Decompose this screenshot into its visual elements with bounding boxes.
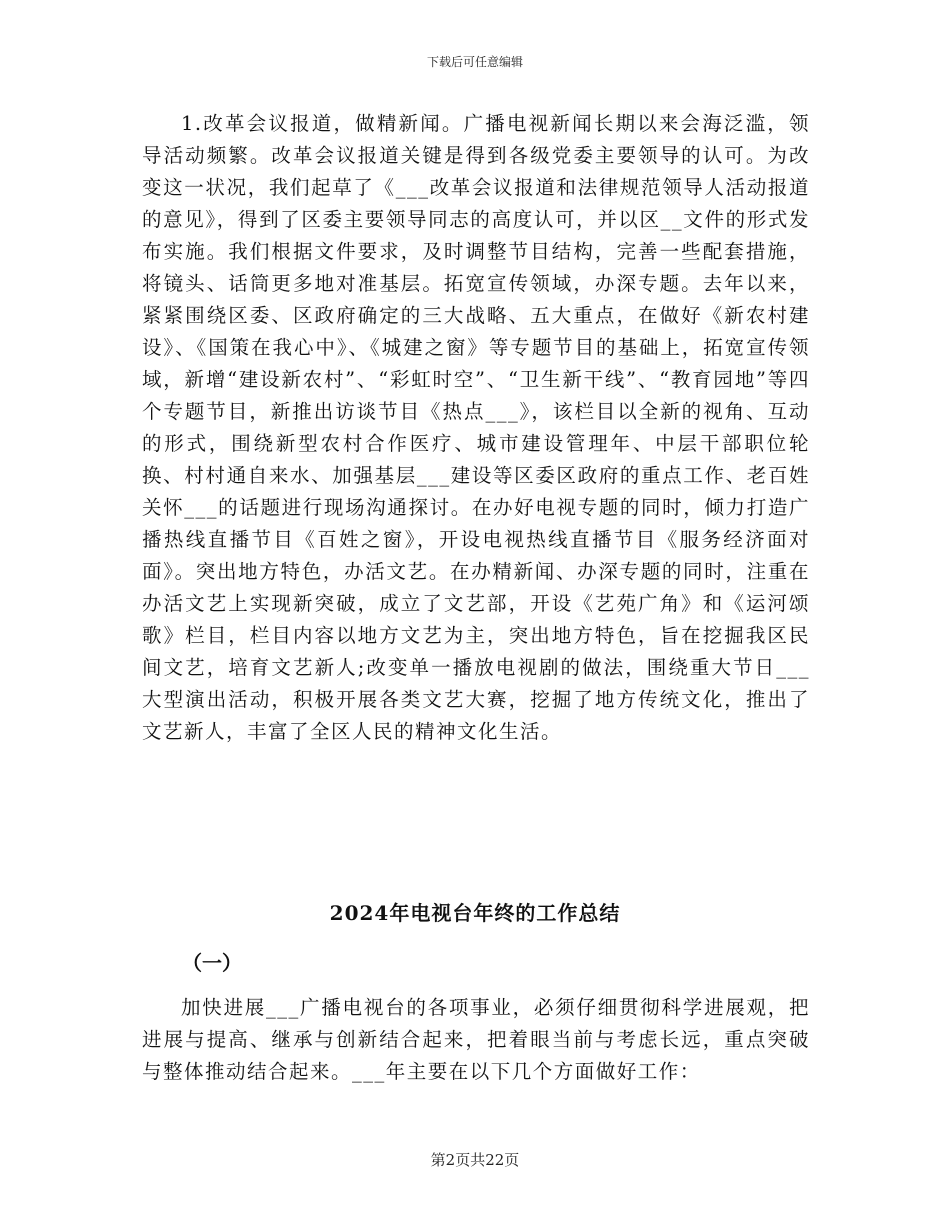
body-paragraph-2: 加快进展___广播电视台的各项事业，必须仔细贯彻科学进展观，把进展与提高、继承与创新结合起来，把着眼当前与考虑长远，重点突破与整体推动结合起来。___年主要在以下几个方面做好工作： — [142, 996, 810, 1083]
section-title: 2024年电视台年终的工作总结 — [329, 901, 621, 925]
section-subheading: （一） — [182, 951, 242, 975]
page-header-note: 下载后可任意编辑 — [426, 55, 523, 69]
body-paragraph-1: 1.改革会议报道，做精新闻。广播电视新闻长期以来会海泛滥，领导活动频繁。改革会议报道关键是得到各级党委主要领导的认可。为改变这一状况，我们起草了《___改革会议报道和法律规范领导人活动报道的意见》，得到了区委主要领导同志的高度认可，并以区__文件的形式发布实施。我们根据文件要求，及时调整节目结构，完善一些配套措施，将镜头、话筒更多地对准基层。拓宽宣传领域，办深专题。去年以来，紧紧围绕区委、区政府确定的三大战略、五大重点，在做好《新农村建设》、《国策在我心中》、《城建之窗》等专题节目的基础上，拓宽宣传领域，新增“建设新农村”、“彩虹时空”、“卫生新干线”、“教育园地”等四个专题节目，新推出访谈节目《热点___》，该栏目以全新的视角、互动的形式，围绕新型农村合作医疗、城市建设管理年、中层干部职位轮换、村村通自来水、加强基层___建设等区委区政府的重点工作、老百姓关怀___的话题进行现场沟通探讨。在办好电视专题的同时，倾力打造广播热线直播节目《百姓之窗》，开设电视热线直播节目《服务经济面对面》。突出地方特色，办活文艺。在办精新闻、办深专题的同时，注重在办活文艺上实现新突破，成立了文艺部，开设《艺苑广角》和《运河颂歌》栏目，栏目内容以地方文艺为主，突出地方特色，旨在挖掘我区民间文艺，培育文艺新人;改变单一播放电视剧的做法，围绕重大节日___大型演出活动，积极开展各类文艺大赛，挖掘了地方传统文化，推出了文艺新人，丰富了全区人民的精神文化生活。 — [142, 112, 810, 743]
page-number-footer: 第2页共22页 — [430, 1151, 520, 1169]
